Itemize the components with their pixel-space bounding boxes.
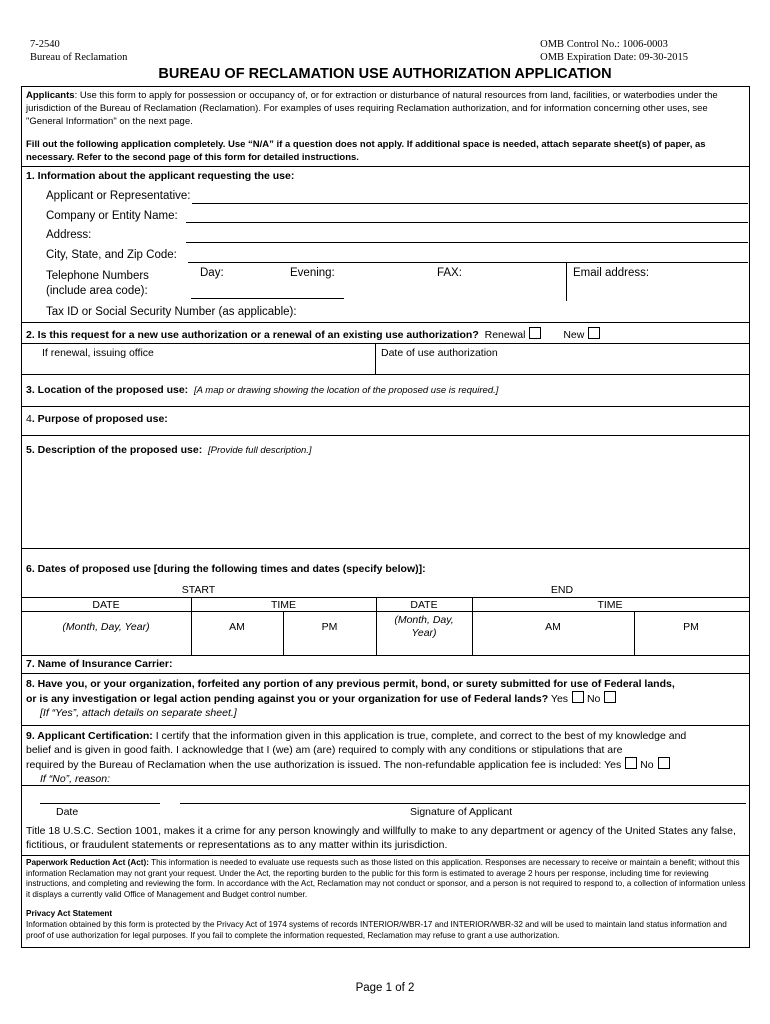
evening-label: Evening: bbox=[290, 267, 335, 279]
form-number: 7-2540 bbox=[30, 39, 60, 50]
section9-line1: I certify that the information given in this application is true, complete, and correct to the best of my knowledge and bbox=[152, 730, 687, 742]
page-number: Page 1 of 2 bbox=[355, 982, 415, 994]
email-separator bbox=[566, 262, 567, 301]
section4-text: . Purpose of proposed use: bbox=[31, 413, 168, 425]
end-date-format-2: Year) bbox=[411, 627, 437, 639]
start-am: AM bbox=[229, 621, 245, 633]
divider bbox=[21, 166, 750, 167]
city-label: City, State, and Zip Code: bbox=[46, 249, 177, 261]
section2-question bbox=[26, 327, 600, 341]
fee-no-label: No bbox=[640, 759, 654, 771]
applicant-field[interactable] bbox=[192, 203, 748, 204]
end-date-format-1: (Month, Day, bbox=[394, 614, 454, 626]
section6-heading: 6. Dates of proposed use [during the following times and dates (specify below)]: bbox=[26, 563, 426, 575]
end-am: AM bbox=[545, 621, 561, 633]
tax-id-label: Tax ID or Social Security Number (as applicable): bbox=[46, 306, 297, 318]
section3-note: [A map or drawing showing the location of the proposed use is required.] bbox=[194, 385, 499, 396]
section5-heading: 5. Description of the proposed use: bbox=[26, 444, 203, 456]
form-header-right bbox=[540, 38, 688, 64]
new-label: New bbox=[563, 329, 585, 341]
end-date-header: DATE bbox=[410, 599, 438, 611]
start-label: START bbox=[181, 584, 216, 596]
divider bbox=[21, 725, 750, 726]
start-date-format: (Month, Day, Year) bbox=[62, 621, 150, 633]
address-label: Address: bbox=[46, 229, 92, 241]
paperwork-text: This information is needed to evaluate use requests such as those listed on this application. Responses are necessary to receive or maintain a benefit; without this information Reclamation may not grant your request. Under the Act, the reporting burden to the public for this form is estimated to average 2 hours per response, including time for reviewing instructions, and completing and reviewing the form. In accordance with the Act, Reclamation may not conduct or sponsor, and a person is not required to respond to, a collection of information unless it displays a currently valid Office of Management and Budget control number. bbox=[26, 858, 746, 899]
fee-yes-checkbox[interactable] bbox=[625, 757, 637, 769]
section3-heading: 3. Location of the proposed use: bbox=[26, 384, 189, 396]
renewal-label: Renewal bbox=[484, 329, 526, 341]
paperwork-label: Paperwork Reduction Act (Act): bbox=[26, 858, 149, 867]
divider bbox=[21, 322, 750, 323]
section4-heading bbox=[26, 413, 168, 425]
date-label: Date bbox=[56, 806, 79, 818]
issuing-office-label: If renewal, issuing office bbox=[42, 347, 154, 359]
city-field[interactable] bbox=[188, 262, 748, 263]
section9 bbox=[26, 729, 686, 786]
section9-label: 9. Applicant Certification: bbox=[26, 730, 153, 742]
divider bbox=[21, 785, 750, 786]
divider bbox=[21, 374, 750, 375]
fax-label: FAX: bbox=[437, 267, 462, 279]
intro-instructions: Fill out the following application completely. Use “N/A” if a question does not apply. If additional space is needed, attach separate sheet(s) of paper, as necessary. Refer to the second page of this form for detailed instructions. bbox=[26, 139, 706, 163]
start-date-header: DATE bbox=[92, 599, 120, 611]
section8 bbox=[26, 677, 675, 720]
signature-line[interactable] bbox=[180, 803, 746, 804]
section8-line2: or is any investigation or legal action pending against you or your organization for use of Federal lands? bbox=[26, 693, 549, 705]
phone-field[interactable] bbox=[191, 298, 344, 299]
section7-heading: 7. Name of Insurance Carrier: bbox=[26, 658, 173, 670]
divider bbox=[21, 673, 750, 674]
telephone-label bbox=[46, 269, 149, 299]
applicants-label: Applicants bbox=[26, 90, 75, 101]
fee-no-checkbox[interactable] bbox=[658, 757, 670, 769]
telephone-label-1: Telephone Numbers bbox=[46, 270, 149, 282]
agency-name: Bureau of Reclamation bbox=[30, 52, 128, 63]
privacy-label: Privacy Act Statement bbox=[26, 909, 113, 918]
divider bbox=[21, 343, 750, 344]
omb-control: OMB Control No.: 1006-0003 bbox=[540, 39, 668, 50]
section1-heading: 1. Information about the applicant requesting the use: bbox=[26, 170, 295, 182]
start-time-header: TIME bbox=[270, 599, 297, 611]
signature-label: Signature of Applicant bbox=[410, 806, 513, 818]
page-title: BUREAU OF RECLAMATION USE AUTHORIZATION APPLICATION bbox=[158, 66, 612, 82]
telephone-label-2: (include area code): bbox=[46, 285, 148, 297]
divider bbox=[21, 597, 750, 598]
col-separator bbox=[634, 611, 635, 655]
divider bbox=[21, 548, 750, 549]
section8-line1: 8. Have you, or your organization, forfeited any portion of any previous permit, bond, or surety submitted for use of Federal lands, bbox=[26, 678, 675, 690]
applicant-label: Applicant or Representative: bbox=[46, 190, 191, 202]
divider bbox=[21, 655, 750, 656]
if-no-reason-label: If “No”, reason: bbox=[40, 773, 111, 785]
paperwork-reduction bbox=[26, 858, 747, 900]
start-pm: PM bbox=[321, 621, 338, 633]
section4-number: 4 bbox=[26, 413, 32, 425]
no-checkbox[interactable] bbox=[604, 691, 616, 703]
section2-heading: 2. Is this request for a new use authorization or a renewal of an existing use authorization? bbox=[26, 329, 479, 341]
new-checkbox[interactable] bbox=[588, 327, 600, 339]
email-label: Email address: bbox=[573, 267, 650, 279]
section9-line3: required by the Bureau of Reclamation when the use authorization is issued. The non-refundable application fee is included: bbox=[26, 759, 602, 771]
company-field[interactable] bbox=[186, 222, 748, 223]
section9-line2: belief and is given in good faith. I acknowledge that I (we) am (are) required to comply with any conditions or stipulations that are bbox=[26, 744, 623, 756]
divider bbox=[21, 855, 750, 856]
divider bbox=[21, 406, 750, 407]
date-line[interactable] bbox=[40, 803, 160, 804]
privacy-text: Information obtained by this form is protected by the Privacy Act of 1974 systems of records INTERIOR/WBR-17 and INTERIOR/WBR-32 and will be used to maintain land status information and proof of use authorization for legal purposes. If you fail to complete the information requested, Reclamation may refuse to grant a use authorization. bbox=[26, 920, 727, 940]
renewal-checkbox[interactable] bbox=[529, 327, 541, 339]
end-label: END bbox=[550, 584, 574, 596]
yes-checkbox[interactable] bbox=[572, 691, 584, 703]
cell-separator bbox=[375, 343, 376, 374]
section5-note: [Provide full description.] bbox=[208, 445, 312, 456]
divider bbox=[21, 435, 750, 436]
company-label: Company or Entity Name: bbox=[46, 210, 178, 222]
applicants-text: : Use this form to apply for possession or occupancy of, or for extraction or disturbance of natural resources from land, facilities, or waterbodies under the jurisdiction of the Bureau of Reclamation (Reclamation). For examples of uses requiring Reclamation authorization, and for information concerning other uses, see "General Information" on the next page. bbox=[26, 90, 718, 127]
divider bbox=[21, 611, 750, 612]
form-header-left bbox=[30, 38, 127, 64]
end-time-header: TIME bbox=[597, 599, 623, 611]
end-date-format bbox=[376, 614, 472, 640]
no-label: No bbox=[586, 693, 601, 705]
address-field[interactable] bbox=[186, 242, 748, 243]
omb-expiration: OMB Expiration Date: 09-30-2015 bbox=[540, 52, 688, 63]
yes-label: Yes bbox=[550, 693, 569, 705]
intro-applicants bbox=[26, 89, 746, 128]
fee-yes-label: Yes bbox=[604, 759, 622, 771]
day-label: Day: bbox=[200, 267, 224, 279]
section5 bbox=[26, 444, 312, 457]
col-separator bbox=[283, 611, 284, 655]
end-pm: PM bbox=[683, 621, 699, 633]
section8-note: [If “Yes”, attach details on separate sheet.] bbox=[40, 707, 237, 719]
title18-notice: Title 18 U.S.C. Section 1001, makes it a crime for any person knowingly and willfully to make to any department or agency of the United States any false, fictitious, or fraudulent statements or representations as to any matter within its jurisdiction. bbox=[26, 825, 736, 851]
section3 bbox=[26, 384, 498, 397]
date-of-use-label: Date of use authorization bbox=[381, 347, 498, 359]
